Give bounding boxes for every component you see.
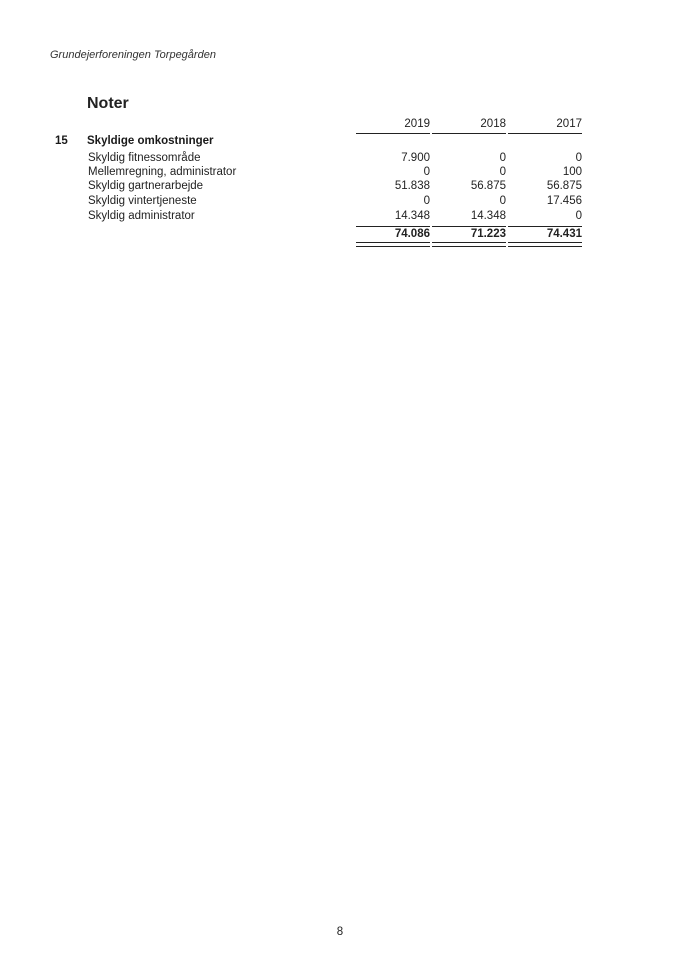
- year-underline: [432, 133, 506, 134]
- table-row: [0, 180, 680, 194]
- cell-2017: 100: [562, 166, 582, 178]
- cell-2019: 14.348: [394, 210, 430, 222]
- organization-name: Grundejerforeningen Torpegården: [50, 49, 216, 61]
- subtotal-line: [508, 226, 582, 227]
- cell-2017: 0: [575, 210, 582, 222]
- total-2018: 71.223: [470, 228, 506, 240]
- cell-2018: 56.875: [470, 180, 506, 192]
- section-heading: Noter: [87, 95, 129, 112]
- cell-2018: 0: [499, 195, 506, 207]
- year-underline: [356, 133, 430, 134]
- cell-2017: 0: [575, 152, 582, 164]
- table-row: [0, 166, 680, 180]
- row-label: Mellemregning, administrator: [88, 166, 237, 178]
- note-number: 15: [55, 135, 68, 147]
- total-2017: 74.431: [546, 228, 582, 240]
- cell-2017: 56.875: [546, 180, 582, 192]
- total-2019: 74.086: [394, 228, 430, 240]
- table-row: [0, 152, 680, 166]
- cell-2018: 0: [499, 166, 506, 178]
- table-row: [0, 210, 680, 224]
- cell-2018: 0: [499, 152, 506, 164]
- table-row: [0, 195, 680, 209]
- cell-2019: 51.838: [394, 180, 430, 192]
- year-header-2018: 2018: [480, 118, 506, 130]
- total-double-underline: [432, 242, 506, 247]
- total-double-underline: [356, 242, 430, 247]
- cell-2017: 17.456: [546, 195, 582, 207]
- year-header-2019: 2019: [404, 118, 430, 130]
- year-underline: [508, 133, 582, 134]
- note-title: Skyldige omkostninger: [87, 135, 214, 147]
- subtotal-line: [356, 226, 430, 227]
- subtotal-line: [432, 226, 506, 227]
- total-double-underline: [508, 242, 582, 247]
- year-header-2017: 2017: [556, 118, 582, 130]
- cell-2019: 0: [423, 195, 430, 207]
- row-label: Skyldig gartnerarbejde: [88, 180, 204, 192]
- page-number: 8: [336, 926, 344, 938]
- cell-2018: 14.348: [470, 210, 506, 222]
- cell-2019: 7.900: [401, 152, 430, 164]
- cell-2019: 0: [423, 166, 430, 178]
- row-label: Skyldig vintertjeneste: [88, 195, 197, 207]
- row-label: Skyldig administrator: [88, 210, 195, 222]
- year-header-row: [0, 118, 680, 134]
- row-label: Skyldig fitnessområde: [88, 152, 201, 164]
